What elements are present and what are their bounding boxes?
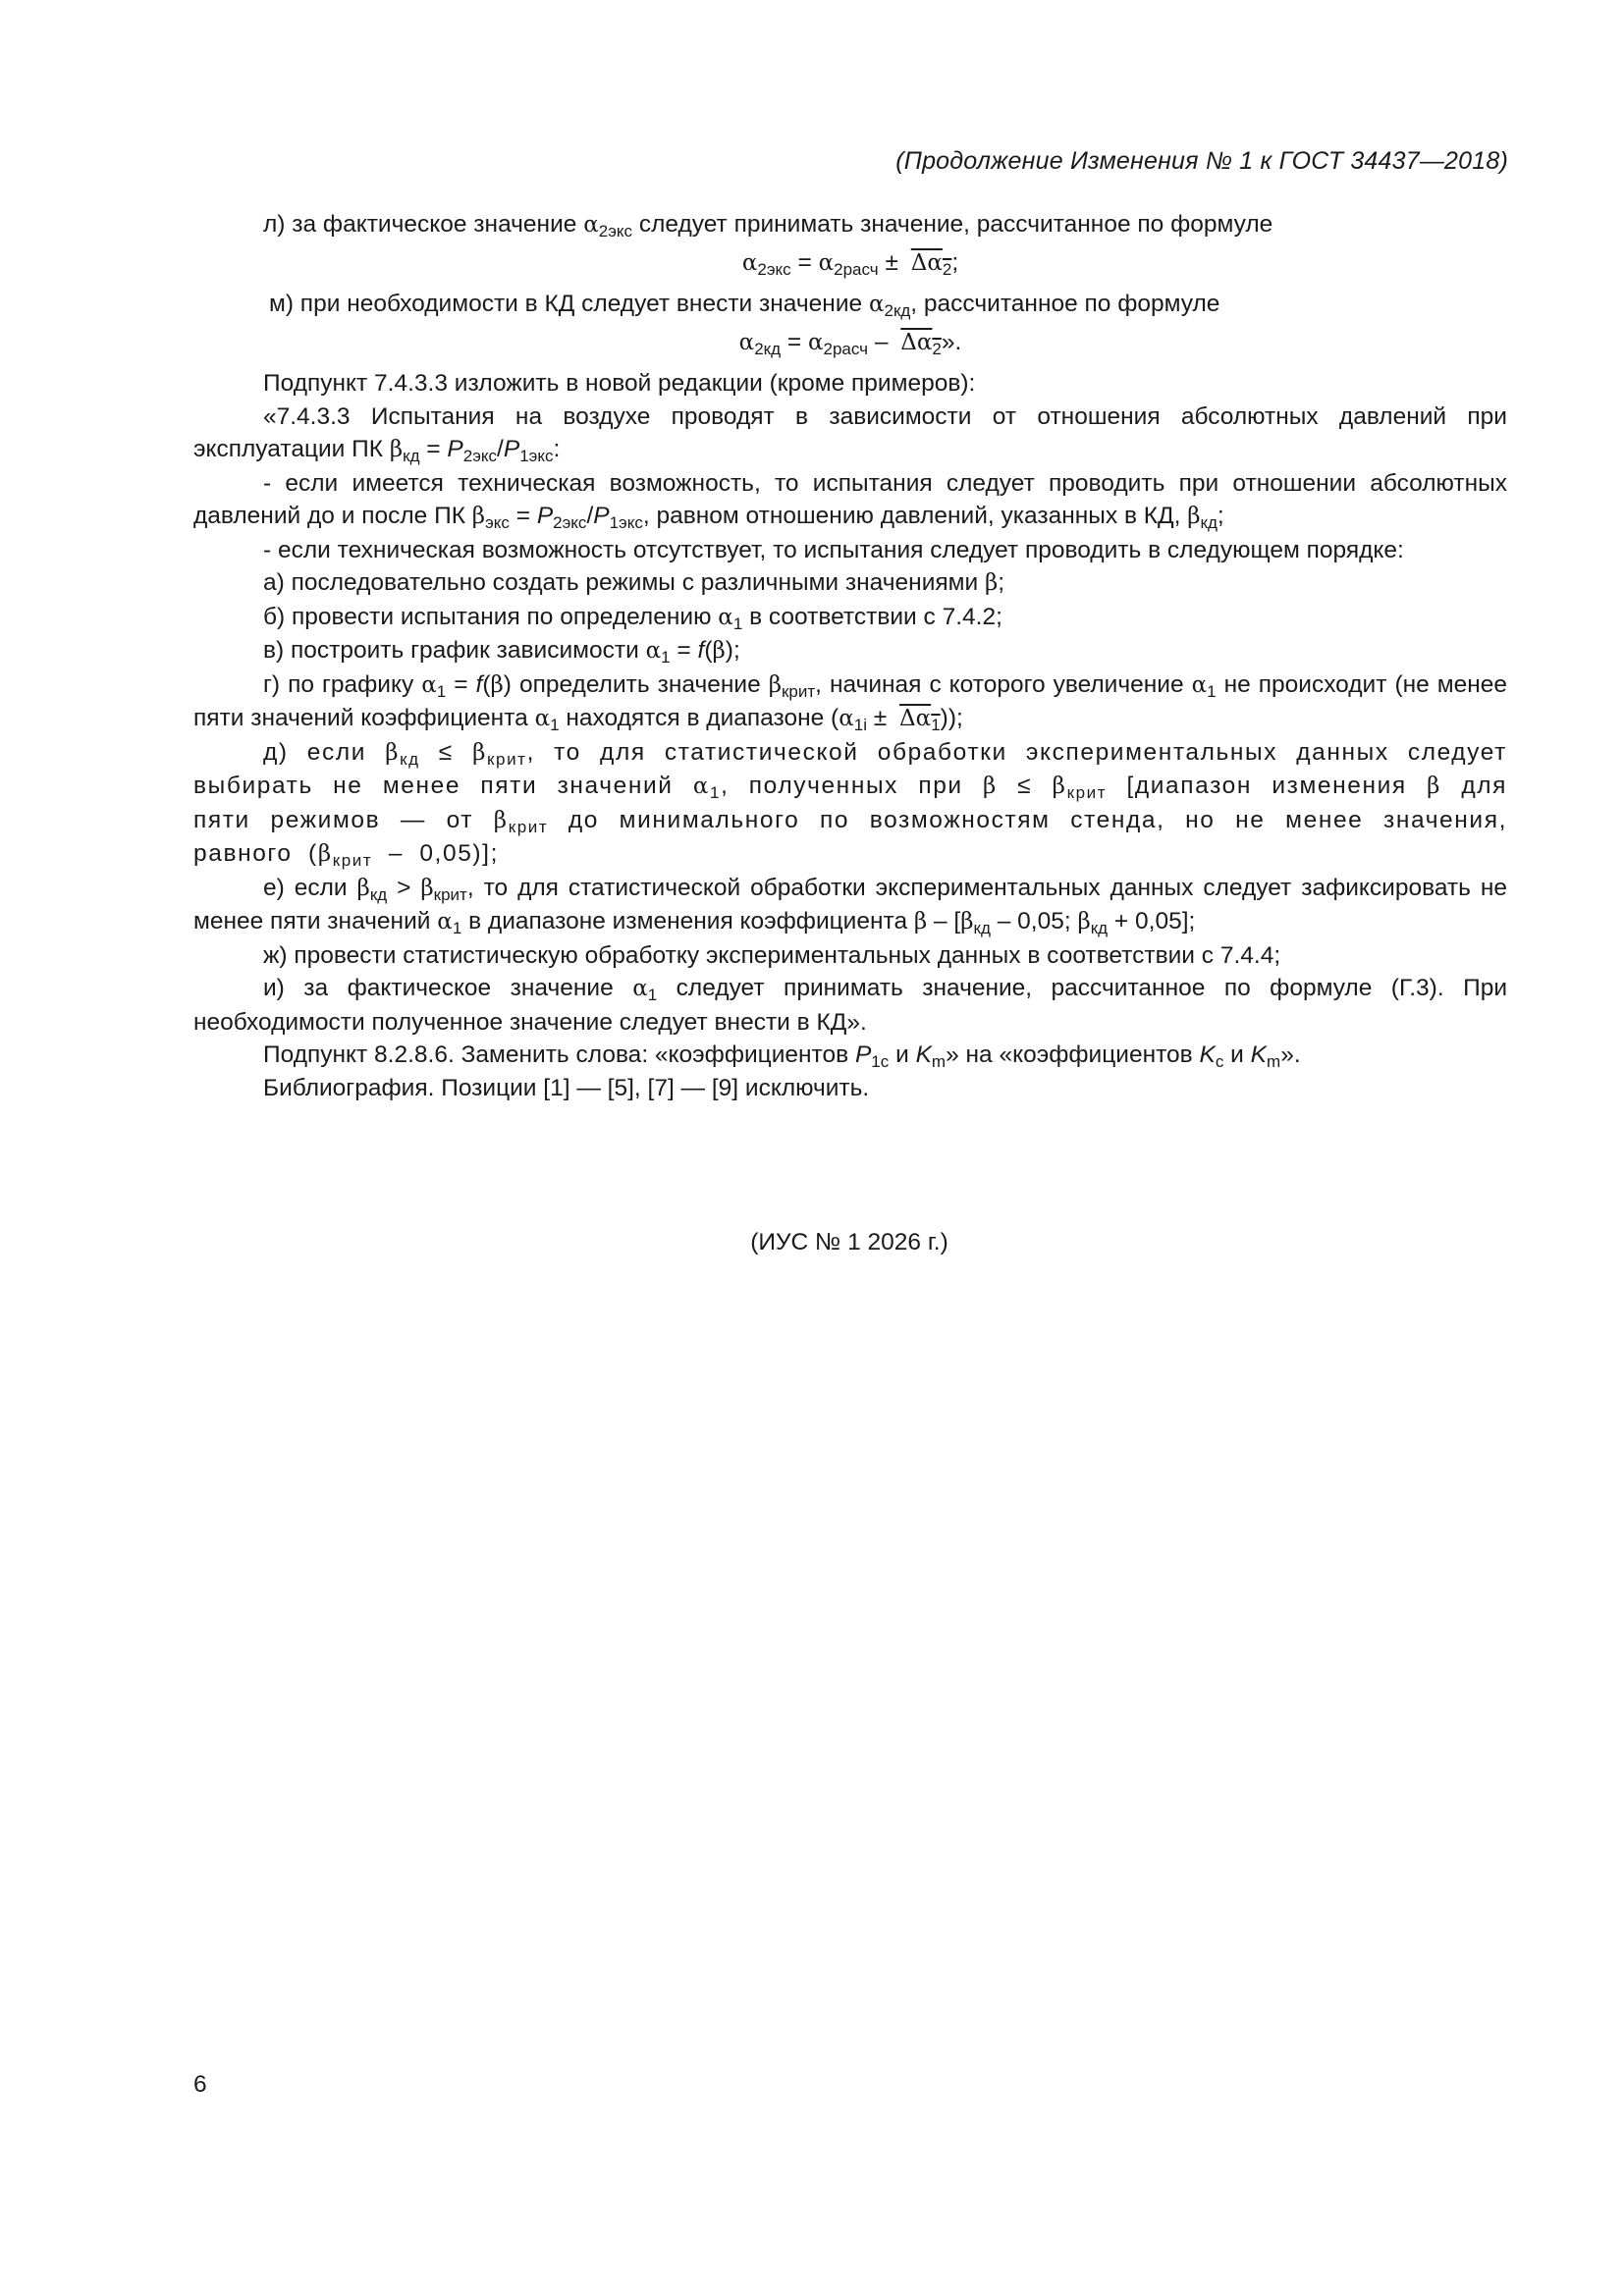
paragraph-8286: Подпункт 8.2.8.6. Заменить слова: «коэффициентов $P_{1c}$ и $K_m$» на «коэффициентов $K_c$ и $K_m$». xyxy=(263,1041,1301,1071)
paragraph-7433-intro: Подпункт 7.4.3.3 изложить в новой редакции (кроме примеров): xyxy=(263,370,976,397)
paragraph-possible: - если имеется техническая возможность, то испытания следует проводить при отношении абсолютных давлений до и после ПК $\beta_{экс} = P_{2экс}/P_{1экс}$, равном отношению давлений, указанных в КД, $\beta_{кд}$; xyxy=(193,469,1507,532)
item-d: д) если $\beta_{кд} \le \beta_{крит}$, то для статистической обработки экспериментальных данных следует выбирать не менее пяти значений $\alpha_1$, полученных при $\beta \le \beta_{крит}$ [диапазон изменения β для пяти режимов — от $\beta_{крит}$ до минимального по возможностям стенда, но не менее значения, равного $(\beta_{крит} - 0,05)$]; xyxy=(193,738,1507,870)
item-b: б) провести испытания по определению $\alpha_1$ в соответствии с 7.4.2; xyxy=(263,603,1002,633)
item-zh: ж) провести статистическую обработку экспериментальных данных в соответствии с 7.4.4; xyxy=(263,941,1281,969)
formula-alpha2eks: $\alpha_{2экс} = \alpha_{2расч} \pm \Delta\alpha_2$; xyxy=(741,248,959,279)
page-number: 6 xyxy=(193,2071,207,2098)
item-v: в) построить график зависимости $\alpha_1 = f(\beta)$; xyxy=(263,637,740,667)
item-g: г) по графику $\alpha_1 = f(\beta)$ определить значение $\beta_{крит}$, начиная с которого увеличение $\alpha_1$ не происходит (не менее пяти значений коэффициента $\alpha_1$ находятся в диапазоне $(\alpha_{1i} \pm \Delta\alpha_1)$); xyxy=(193,670,1507,734)
item-i: и) за фактическое значение $\alpha_1$ следует принимать значение, рассчитанное по формуле (Г.3). При необходимости полученное значение следует внести в КД». xyxy=(193,975,1507,1036)
item-m: м) при необходимости в КД следует внести значение $\alpha_{2кд}$, рассчитанное по формуле xyxy=(269,291,1220,320)
item-e: е) если $\beta_{кд} > \beta_{крит}$, то для статистической обработки экспериментальных данных следует зафиксировать не менее пяти значений $\alpha_1$ в диапазоне изменения коэффициента β – [$\beta_{кд} - 0,05$; $\beta_{кд} + 0,05$]; xyxy=(193,874,1507,937)
page-header: (Продолжение Изменения № 1 к ГОСТ 34437—2018) xyxy=(895,147,1508,175)
paragraph-7433: «7.4.3.3 Испытания на воздухе проводят в зависимости от отношения абсолютных давлений при эксплуатации ПК $\beta_{кд} = P_{2экс}/P_{1экс}$: xyxy=(193,402,1507,465)
paragraph-bibliography: Библиография. Позиции [1] — [5], [7] — [9] исключить. xyxy=(263,1074,870,1101)
paragraph-not-possible: - если техническая возможность отсутствует, то испытания следует проводить в следующем порядке: xyxy=(263,536,1404,563)
item-l: л) за фактическое значение $\alpha_{2экс}$ следует принимать значение, рассчитанное по формуле xyxy=(263,211,1273,240)
item-a: а) последовательно создать режимы с различными значениями β; xyxy=(263,569,1005,596)
ius-reference: (ИУС № 1 2026 г.) xyxy=(750,1229,948,1255)
document-body xyxy=(193,208,1507,1104)
formula-alpha2kd: $\alpha_{2кд} = \alpha_{2расч} - \Delta\alpha_2$». xyxy=(738,328,962,358)
